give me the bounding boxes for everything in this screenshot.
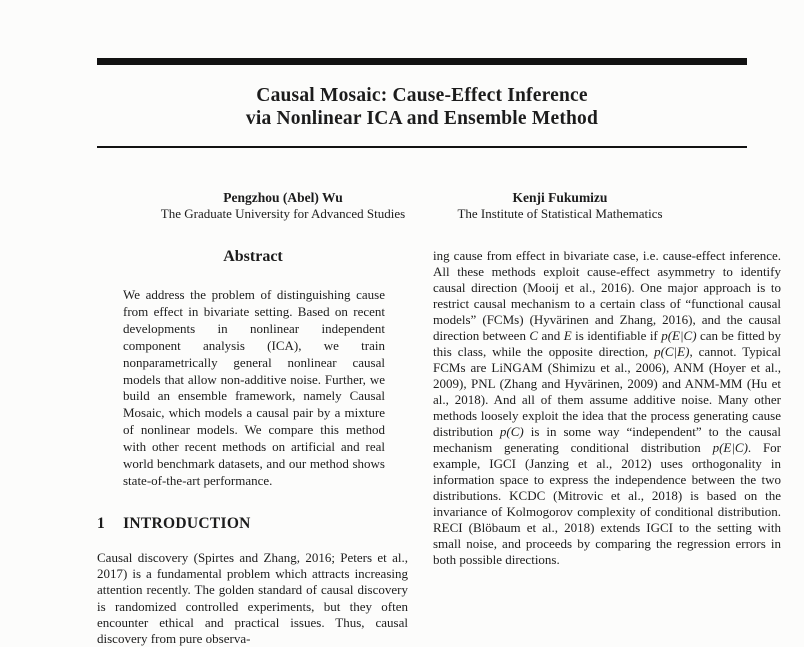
section-number: 1 <box>97 515 106 532</box>
paper-title <box>97 84 747 130</box>
abstract-text: We address the problem of distinguishing cause from effect in bivariate setting. Based on recent developments in nonlinear independent component analysis (ICA), we train nonparametrically general nonlinear causal models that allow non-additive noise. Further, we build an ensemble framework, namely Causal Mosaic, which models a causal pair by a mixture of nonlinear models. We compare this method with other recent methods on artificial and real world benchmark datasets, and our method shows state-of-the-art performance. <box>123 287 385 488</box>
section-heading-introduction <box>97 515 409 533</box>
paper-title-line1: Causal Mosaic: Cause-Effect Inference <box>256 85 588 106</box>
author-name-2: Kenji Fukumizu <box>512 190 608 205</box>
introduction-text: Causal discovery (Spirtes and Zhang, 2016; Peters et al., 2017) is a fundamental problem which attracts increasing attention recently. The golden standard of causal discovery is randomized controlled experiments, but they often encounter ethical and practical issues. Thus, causal discovery from pure observa- <box>97 550 408 647</box>
paper-title-line2: via Nonlinear ICA and Ensemble Method <box>245 108 599 129</box>
author-block-1 <box>133 190 433 221</box>
author-affiliation-1: The Graduate University for Advanced Studies <box>160 206 406 221</box>
right-column-text: ing cause from effect in bivariate case, i.e. cause-effect inference. All these methods exploit cause-effect asymmetry to identify causal direction (Mooij et al., 2016). One major approach is to restrict causal mechanism to a certain class of “functional causal models” (FCMs) (Hyvärinen and Zhang, 2016), and the causal direction between C and E is identifiable if p(E|C) can be fitted by this class, while the opposite direction, p(C|E), cannot. Typical FCMs are LiNGAM (Shimizu et al., 2006), ANM (Hoyer et al., 2009), PNL (Zhang and Hyvärinen, 2009) and ANM-MM (Hu et al., 2018). And all of them assume additive noise. Many other methods loosely exploit the idea that the process generating cause distribution p(C) is in some way “independent” to the causal mechanism generating conditional distribution p(E|C). For example, IGCI (Janzing et al., 2012) uses orthogonality in information space to express the independence between the two distributions. KCDC (Mitrovic et al., 2018) is based on the invariance of Kolmogorov complexity of conditional distribution. RECI (Blöbaum et al., 2018) extends IGCI to the setting with small noise, and proceeds by comparing the regression errors in both possible directions. <box>433 248 782 567</box>
abstract-heading: Abstract <box>223 248 283 265</box>
section-title: INTRODUCTION <box>123 515 251 532</box>
top-rule <box>97 58 747 65</box>
author-block-2 <box>410 190 710 221</box>
title-rule <box>97 146 747 148</box>
author-name-1: Pengzhou (Abel) Wu <box>223 190 343 205</box>
author-affiliation-2: The Institute of Statistical Mathematics <box>457 206 663 221</box>
